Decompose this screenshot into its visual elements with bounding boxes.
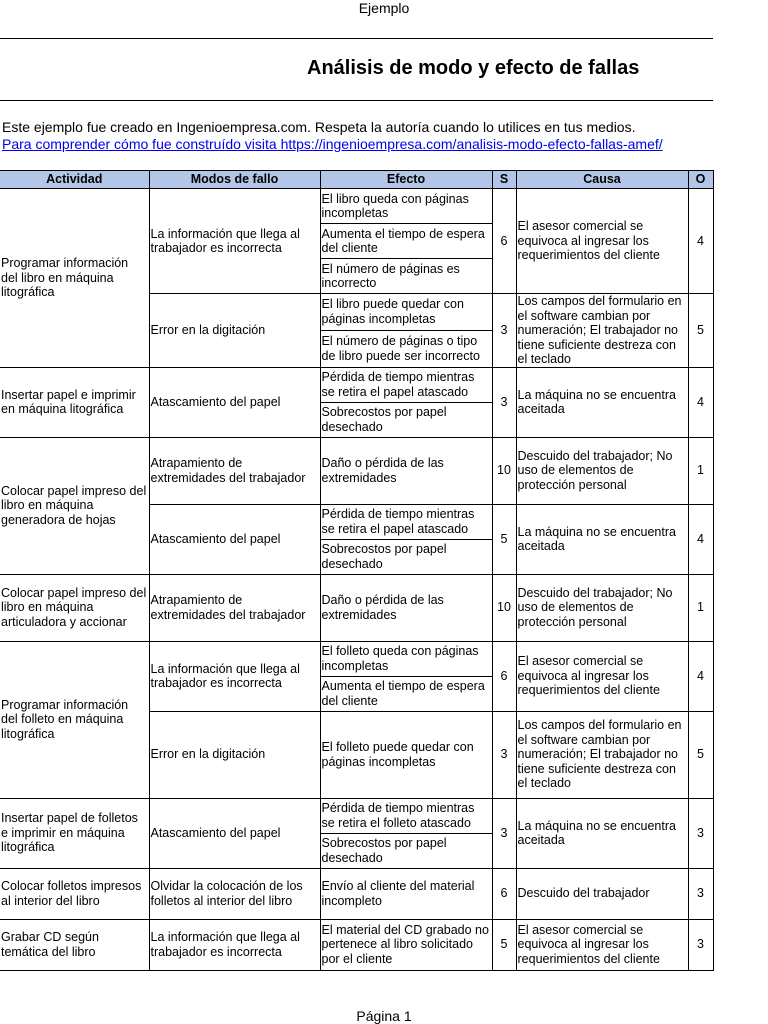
table-header-row xyxy=(0,171,713,189)
severity-cell: 3 xyxy=(492,367,516,437)
effect-cell: Pérdida de tiempo mientras se retira el papel atascado xyxy=(320,504,492,539)
failure-mode-cell: La información que llega al trabajador es incorrecta xyxy=(149,919,320,970)
cause-cell: La máquina no se encuentra aceitada xyxy=(516,798,688,868)
occurrence-cell: 3 xyxy=(688,868,713,919)
table-row xyxy=(0,868,713,919)
effect-cell: Daño o pérdida de las extremidades xyxy=(320,437,492,504)
table-row xyxy=(0,189,713,224)
occurrence-cell: 4 xyxy=(688,641,713,711)
effect-cell: El libro queda con páginas incompletas xyxy=(320,189,492,224)
source-link[interactable]: Para comprender cómo fue construído visita https://ingenioempresa.com/analisis-modo-efecto-fallas-amef/ xyxy=(2,136,663,152)
occurrence-cell: 4 xyxy=(688,189,713,294)
failure-mode-cell: Atascamiento del papel xyxy=(149,504,320,574)
activity-cell: Insertar papel e imprimir en máquina litográfica xyxy=(0,367,149,437)
top-divider xyxy=(0,38,713,39)
table-row xyxy=(0,641,713,676)
cause-cell: Los campos del formulario en el software cambian por numeración; El trabajador no tiene suficiente destreza con el teclado xyxy=(516,711,688,798)
effect-cell: Envío al cliente del material incompleto xyxy=(320,868,492,919)
cause-cell: La máquina no se encuentra aceitada xyxy=(516,367,688,437)
amef-table xyxy=(0,170,714,971)
effect-cell: El número de páginas es incorrecto xyxy=(320,259,492,294)
occurrence-cell: 5 xyxy=(688,711,713,798)
severity-cell: 3 xyxy=(492,798,516,868)
effect-cell: Aumenta el tiempo de espera del cliente xyxy=(320,224,492,259)
title-divider xyxy=(0,100,713,101)
effect-cell: El número de páginas o tipo de libro puede ser incorrecto xyxy=(320,330,492,367)
table-row xyxy=(0,367,713,402)
effect-cell: Sobrecostos por papel desechado xyxy=(320,402,492,437)
effect-cell: El folleto queda con páginas incompletas xyxy=(320,641,492,676)
column-header: Actividad xyxy=(0,171,149,189)
activity-cell: Grabar CD según temática del libro xyxy=(0,919,149,970)
activity-cell: Programar información del folleto en máquina litográfica xyxy=(0,641,149,798)
occurrence-cell: 1 xyxy=(688,437,713,504)
column-header: Modos de fallo xyxy=(149,171,320,189)
table-row xyxy=(0,919,713,970)
failure-mode-cell: Error en la digitación xyxy=(149,294,320,368)
intro-text: Este ejemplo fue creado en Ingenioempresa.com. Respeta la autoría cuando lo utilices en tus medios. xyxy=(2,119,636,135)
column-header: Efecto xyxy=(320,171,492,189)
effect-cell: Pérdida de tiempo mientras se retira el folleto atascado xyxy=(320,798,492,833)
failure-mode-cell: Olvidar la colocación de los folletos al interior del libro xyxy=(149,868,320,919)
failure-mode-cell: Atascamiento del papel xyxy=(149,367,320,437)
cause-cell: El asesor comercial se equivoca al ingresar los requerimientos del cliente xyxy=(516,189,688,294)
activity-cell: Programar información del libro en máquina litográfica xyxy=(0,189,149,368)
activity-cell: Colocar folletos impresos al interior del libro xyxy=(0,868,149,919)
failure-mode-cell: La información que llega al trabajador es incorrecta xyxy=(149,189,320,294)
table-row xyxy=(0,798,713,833)
column-header: S xyxy=(492,171,516,189)
severity-cell: 5 xyxy=(492,919,516,970)
severity-cell: 3 xyxy=(492,294,516,368)
cause-cell: Los campos del formulario en el software cambian por numeración; El trabajador no tiene suficiente destreza con el teclado xyxy=(516,294,688,368)
activity-cell: Insertar papel de folletos e imprimir en máquina litográfica xyxy=(0,798,149,868)
failure-mode-cell: Atrapamiento de extremidades del trabajador xyxy=(149,574,320,641)
cause-cell: El asesor comercial se equivoca al ingresar los requerimientos del cliente xyxy=(516,919,688,970)
cause-cell: Descuido del trabajador; No uso de elementos de protección personal xyxy=(516,437,688,504)
effect-cell: Sobrecostos por papel desechado xyxy=(320,833,492,868)
failure-mode-cell: La información que llega al trabajador es incorrecta xyxy=(149,641,320,711)
failure-mode-cell: Atrapamiento de extremidades del trabajador xyxy=(149,437,320,504)
severity-cell: 10 xyxy=(492,437,516,504)
severity-cell: 5 xyxy=(492,504,516,574)
activity-cell: Colocar papel impreso del libro en máquina articuladora y accionar xyxy=(0,574,149,641)
severity-cell: 3 xyxy=(492,711,516,798)
effect-cell: El libro puede quedar con páginas incompletas xyxy=(320,294,492,331)
severity-cell: 6 xyxy=(492,868,516,919)
effect-cell: Pérdida de tiempo mientras se retira el papel atascado xyxy=(320,367,492,402)
table-row xyxy=(0,437,713,504)
failure-mode-cell: Atascamiento del papel xyxy=(149,798,320,868)
effect-cell: El material del CD grabado no pertenece al libro solicitado por el cliente xyxy=(320,919,492,970)
effect-cell: Aumenta el tiempo de espera del cliente xyxy=(320,676,492,711)
activity-cell: Colocar papel impreso del libro en máquina generadora de hojas xyxy=(0,437,149,574)
column-header: O xyxy=(688,171,713,189)
severity-cell: 6 xyxy=(492,189,516,294)
occurrence-cell: 3 xyxy=(688,798,713,868)
effect-cell: Sobrecostos por papel desechado xyxy=(320,539,492,574)
cause-cell: La máquina no se encuentra aceitada xyxy=(516,504,688,574)
page-footer: Página 1 xyxy=(356,1008,412,1024)
cause-cell: Descuido del trabajador; No uso de elementos de protección personal xyxy=(516,574,688,641)
table-body xyxy=(0,189,713,971)
occurrence-cell: 4 xyxy=(688,504,713,574)
page-header: Ejemplo xyxy=(358,0,410,16)
severity-cell: 6 xyxy=(492,641,516,711)
occurrence-cell: 4 xyxy=(688,367,713,437)
cause-cell: El asesor comercial se equivoca al ingresar los requerimientos del cliente xyxy=(516,641,688,711)
failure-mode-cell: Error en la digitación xyxy=(149,711,320,798)
occurrence-cell: 3 xyxy=(688,919,713,970)
effect-cell: El folleto puede quedar con páginas incompletas xyxy=(320,711,492,798)
occurrence-cell: 5 xyxy=(688,294,713,368)
cause-cell: Descuido del trabajador xyxy=(516,868,688,919)
occurrence-cell: 1 xyxy=(688,574,713,641)
page-title: Análisis de modo y efecto de fallas xyxy=(307,57,640,79)
effect-cell: Daño o pérdida de las extremidades xyxy=(320,574,492,641)
column-header: Causa xyxy=(516,171,688,189)
severity-cell: 10 xyxy=(492,574,516,641)
table-row xyxy=(0,574,713,641)
